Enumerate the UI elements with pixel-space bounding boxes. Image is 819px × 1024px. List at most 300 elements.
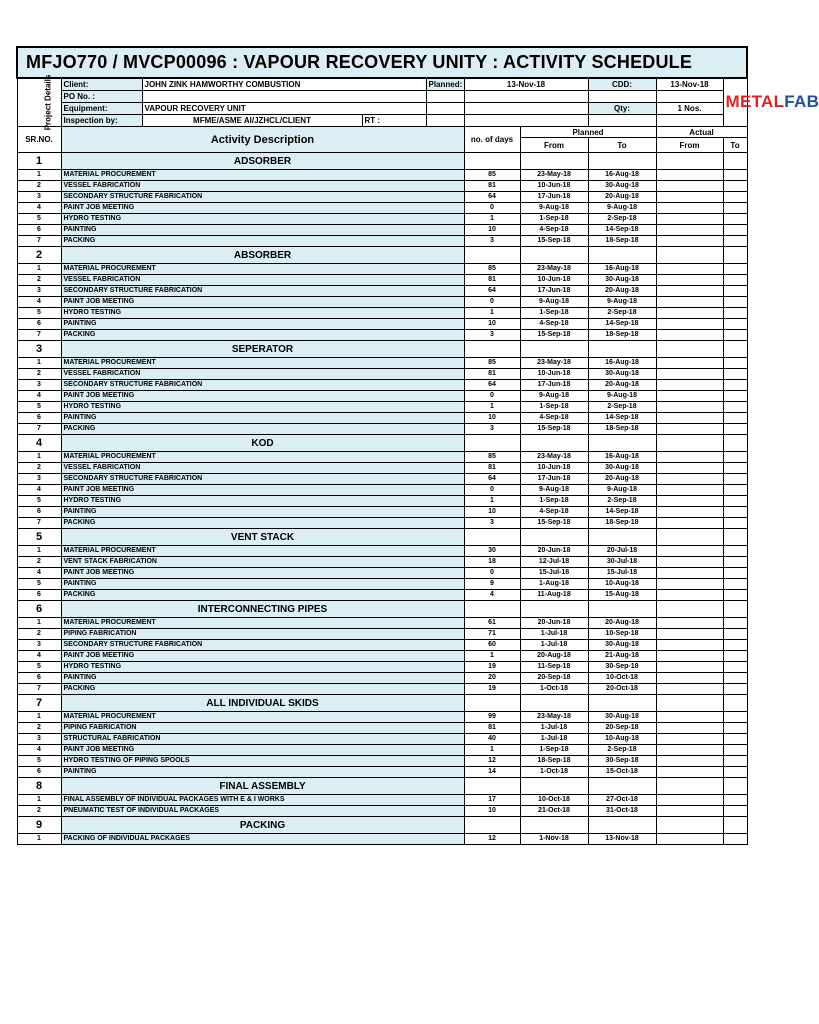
planned-to-date: 14-Sep-18: [588, 507, 656, 518]
actual-to-date: [723, 806, 747, 817]
planned-from-date: 4-Sep-18: [520, 319, 588, 330]
actual-from-date: [656, 734, 723, 745]
activity-number: 1: [17, 452, 61, 463]
actual-to-date: [723, 651, 747, 662]
activity-number: 4: [17, 568, 61, 579]
table-row: [17, 275, 747, 286]
actual-to-date: [723, 181, 747, 192]
actual-to-date: [723, 557, 747, 568]
actual-to-date: [723, 275, 747, 286]
actual-from-date: [656, 380, 723, 391]
activity-description: PAINT JOB MEETING: [61, 485, 464, 496]
actual-to-date: [723, 319, 747, 330]
planned-to-date: 20-Oct-18: [588, 684, 656, 695]
activity-days: 19: [464, 662, 520, 673]
table-row: [17, 640, 747, 651]
planned-to-date: 20-Aug-18: [588, 286, 656, 297]
activity-number: 1: [17, 712, 61, 723]
activity-days: 17: [464, 795, 520, 806]
activity-number: 2: [17, 463, 61, 474]
activity-days: 1: [464, 496, 520, 507]
planned-to-date: 10-Aug-18: [588, 579, 656, 590]
table-row: [17, 618, 747, 629]
planned-to-date: 15-Oct-18: [588, 767, 656, 778]
activity-description: PAINTING: [61, 673, 464, 684]
activity-description: FINAL ASSEMBLY OF INDIVIDUAL PACKAGES WITH E & I WORKS: [61, 795, 464, 806]
activity-number: 4: [17, 485, 61, 496]
actual-from-date: [656, 723, 723, 734]
actual-to-date: [723, 673, 747, 684]
section-title: ABSORBER: [61, 247, 464, 264]
actual-to-date: [723, 629, 747, 640]
section-row: [17, 153, 747, 170]
actual-from-date: [656, 170, 723, 181]
table-row: [17, 767, 747, 778]
activity-number: 5: [17, 756, 61, 767]
actual-from-date: [656, 651, 723, 662]
planned-to-date: 16-Aug-18: [588, 358, 656, 369]
planned-from-date: 1-Oct-18: [520, 767, 588, 778]
planned-from-date: 10-Oct-18: [520, 795, 588, 806]
activity-number: 7: [17, 330, 61, 341]
table-row: [17, 297, 747, 308]
inspection-label: Inspection by:: [61, 115, 142, 127]
activity-number: 7: [17, 684, 61, 695]
table-row: [17, 662, 747, 673]
actual-from-date: [656, 673, 723, 684]
metalfab-logo: METALFAB: [723, 78, 747, 127]
actual-to-date: [723, 358, 747, 369]
actual-to-date: [723, 684, 747, 695]
activity-days: 3: [464, 236, 520, 247]
header-actual-from: From: [656, 138, 723, 153]
planned-from-date: 23-May-18: [520, 452, 588, 463]
activity-description: MATERIAL PROCUREMENT: [61, 264, 464, 275]
planned-from-date: 4-Sep-18: [520, 507, 588, 518]
table-row: [17, 795, 747, 806]
planned-to-date: 10-Aug-18: [588, 734, 656, 745]
activity-days: 1: [464, 402, 520, 413]
activity-days: 0: [464, 568, 520, 579]
table-row: [17, 170, 747, 181]
planned-from-date: 15-Sep-18: [520, 424, 588, 435]
planned-to-date: 2-Sep-18: [588, 402, 656, 413]
table-row: [17, 684, 747, 695]
activity-description: PACKING: [61, 518, 464, 529]
activity-description: VESSEL FABRICATION: [61, 369, 464, 380]
activity-days: 0: [464, 203, 520, 214]
table-row: [17, 712, 747, 723]
equipment-value: VAPOUR RECOVERY UNIT: [142, 103, 426, 115]
table-row: [17, 557, 747, 568]
actual-from-date: [656, 756, 723, 767]
actual-from-date: [656, 662, 723, 673]
section-number: 6: [17, 601, 61, 618]
actual-from-date: [656, 203, 723, 214]
activity-days: 40: [464, 734, 520, 745]
activity-number: 7: [17, 236, 61, 247]
section-title: FINAL ASSEMBLY: [61, 778, 464, 795]
planned-to-date: 20-Aug-18: [588, 618, 656, 629]
activity-description: PAINTING: [61, 767, 464, 778]
actual-from-date: [656, 579, 723, 590]
planned-from-date: 15-Jul-18: [520, 568, 588, 579]
planned-from-date: 1-Sep-18: [520, 402, 588, 413]
activity-days: 61: [464, 618, 520, 629]
cdd-value: 13-Nov-18: [656, 78, 723, 91]
activity-description: HYDRO TESTING: [61, 308, 464, 319]
actual-to-date: [723, 590, 747, 601]
actual-to-date: [723, 391, 747, 402]
planned-to-date: 15-Aug-18: [588, 590, 656, 601]
activity-number: 3: [17, 192, 61, 203]
section-title: INTERCONNECTING PIPES: [61, 601, 464, 618]
section-title: PACKING: [61, 817, 464, 834]
table-row: [17, 236, 747, 247]
planned-to-date: 18-Sep-18: [588, 330, 656, 341]
activity-number: 1: [17, 358, 61, 369]
table-row: [17, 452, 747, 463]
activity-number: 1: [17, 170, 61, 181]
table-row: [17, 203, 747, 214]
actual-from-date: [656, 308, 723, 319]
planned-to-date: 2-Sep-18: [588, 496, 656, 507]
actual-to-date: [723, 568, 747, 579]
planned-to-date: 21-Aug-18: [588, 651, 656, 662]
table-row: [17, 756, 747, 767]
actual-from-date: [656, 485, 723, 496]
activity-days: 12: [464, 834, 520, 845]
planned-from-date: 17-Jun-18: [520, 286, 588, 297]
activity-description: SECONDARY STRUCTURE FABRICATION: [61, 192, 464, 203]
activity-number: 3: [17, 286, 61, 297]
activity-description: PAINT JOB MEETING: [61, 568, 464, 579]
header-planned-from: From: [520, 138, 588, 153]
activity-days: 0: [464, 485, 520, 496]
actual-from-date: [656, 557, 723, 568]
planned-from-date: 4-Sep-18: [520, 413, 588, 424]
planned-to-date: 15-Jul-18: [588, 568, 656, 579]
table-row: [17, 413, 747, 424]
activity-description: PACKING: [61, 590, 464, 601]
actual-to-date: [723, 496, 747, 507]
activity-days: 64: [464, 380, 520, 391]
actual-from-date: [656, 452, 723, 463]
actual-from-date: [656, 297, 723, 308]
header-planned: Planned: [520, 127, 656, 138]
actual-from-date: [656, 834, 723, 845]
table-row: [17, 629, 747, 640]
activity-days: 3: [464, 330, 520, 341]
planned-to-date: 10-Oct-18: [588, 673, 656, 684]
actual-to-date: [723, 485, 747, 496]
activity-number: 5: [17, 579, 61, 590]
planned-from-date: 11-Sep-18: [520, 662, 588, 673]
activity-description: PAINTING: [61, 413, 464, 424]
actual-from-date: [656, 181, 723, 192]
actual-from-date: [656, 518, 723, 529]
activity-days: 85: [464, 264, 520, 275]
actual-from-date: [656, 286, 723, 297]
activity-days: 64: [464, 474, 520, 485]
activity-number: 5: [17, 662, 61, 673]
activity-description: PACKING: [61, 424, 464, 435]
activity-number: 2: [17, 629, 61, 640]
activity-days: 81: [464, 369, 520, 380]
activity-number: 6: [17, 590, 61, 601]
activity-number: 1: [17, 834, 61, 845]
actual-to-date: [723, 734, 747, 745]
actual-to-date: [723, 712, 747, 723]
activity-number: 3: [17, 474, 61, 485]
activity-days: 10: [464, 319, 520, 330]
section-title: ADSORBER: [61, 153, 464, 170]
section-number: 2: [17, 247, 61, 264]
section-row: [17, 778, 747, 795]
planned-to-date: 18-Sep-18: [588, 236, 656, 247]
schedule-table: [16, 46, 819, 845]
activity-days: 81: [464, 275, 520, 286]
planned-from-date: 11-Aug-18: [520, 590, 588, 601]
actual-to-date: [723, 640, 747, 651]
activity-description: PACKING: [61, 330, 464, 341]
actual-from-date: [656, 236, 723, 247]
planned-from-date: 17-Jun-18: [520, 474, 588, 485]
planned-to-date: 14-Sep-18: [588, 413, 656, 424]
actual-to-date: [723, 214, 747, 225]
table-row: [17, 568, 747, 579]
actual-from-date: [656, 618, 723, 629]
table-row: [17, 579, 747, 590]
activity-days: 60: [464, 640, 520, 651]
activity-number: 4: [17, 745, 61, 756]
activity-number: 3: [17, 734, 61, 745]
actual-to-date: [723, 236, 747, 247]
activity-days: 99: [464, 712, 520, 723]
actual-to-date: [723, 795, 747, 806]
planned-from-date: 20-Jun-18: [520, 546, 588, 557]
actual-to-date: [723, 745, 747, 756]
planned-from-date: 21-Oct-18: [520, 806, 588, 817]
section-title: VENT STACK: [61, 529, 464, 546]
activity-schedule-sheet: [16, 46, 819, 845]
table-row: [17, 745, 747, 756]
activity-description: STRUCTURAL FABRICATION: [61, 734, 464, 745]
activity-description: PACKING: [61, 236, 464, 247]
planned-from-date: 1-Jul-18: [520, 640, 588, 651]
activity-description: PNEUMATIC TEST OF INDIVIDUAL PACKAGES: [61, 806, 464, 817]
planned-to-date: 9-Aug-18: [588, 485, 656, 496]
actual-from-date: [656, 463, 723, 474]
actual-from-date: [656, 546, 723, 557]
activity-description: HYDRO TESTING: [61, 662, 464, 673]
document-title: MFJO770 / MVCP00096 : VAPOUR RECOVERY UNITY : ACTIVITY SCHEDULE: [17, 47, 747, 78]
table-row: [17, 181, 747, 192]
actual-from-date: [656, 192, 723, 203]
actual-to-date: [723, 546, 747, 557]
actual-to-date: [723, 402, 747, 413]
actual-to-date: [723, 474, 747, 485]
actual-to-date: [723, 662, 747, 673]
planned-from-date: 18-Sep-18: [520, 756, 588, 767]
activity-days: 10: [464, 225, 520, 236]
section-number: 3: [17, 341, 61, 358]
actual-from-date: [656, 712, 723, 723]
actual-to-date: [723, 518, 747, 529]
actual-from-date: [656, 474, 723, 485]
po-value: [142, 91, 426, 103]
activity-description: VENT STACK FABRICATION: [61, 557, 464, 568]
activity-days: 85: [464, 358, 520, 369]
activity-number: 3: [17, 380, 61, 391]
table-row: [17, 264, 747, 275]
planned-to-date: 30-Sep-18: [588, 756, 656, 767]
activity-description: PAINTING: [61, 225, 464, 236]
actual-to-date: [723, 308, 747, 319]
po-label: PO No. :: [61, 91, 142, 103]
activity-days: 81: [464, 463, 520, 474]
cdd-label: CDD:: [588, 78, 656, 91]
activity-number: 7: [17, 518, 61, 529]
section-title: ALL INDIVIDUAL SKIDS: [61, 695, 464, 712]
section-number: 5: [17, 529, 61, 546]
planned-to-date: 10-Sep-18: [588, 629, 656, 640]
activity-number: 4: [17, 391, 61, 402]
planned-to-date: 16-Aug-18: [588, 452, 656, 463]
activity-days: 3: [464, 518, 520, 529]
planned-from-date: 9-Aug-18: [520, 203, 588, 214]
section-row: [17, 341, 747, 358]
table-row: [17, 192, 747, 203]
actual-to-date: [723, 463, 747, 474]
table-row: [17, 485, 747, 496]
activity-days: 1: [464, 745, 520, 756]
activity-number: 2: [17, 806, 61, 817]
actual-from-date: [656, 590, 723, 601]
table-row: [17, 723, 747, 734]
table-row: [17, 474, 747, 485]
section-title: KOD: [61, 435, 464, 452]
actual-from-date: [656, 358, 723, 369]
activity-description: SECONDARY STRUCTURE FABRICATION: [61, 640, 464, 651]
activity-days: 81: [464, 181, 520, 192]
table-row: [17, 402, 747, 413]
activity-description: MATERIAL PROCUREMENT: [61, 358, 464, 369]
planned-to-date: 30-Aug-18: [588, 369, 656, 380]
planned-to-date: 14-Sep-18: [588, 225, 656, 236]
section-title: SEPERATOR: [61, 341, 464, 358]
actual-to-date: [723, 618, 747, 629]
planned-to-date: 31-Oct-18: [588, 806, 656, 817]
actual-from-date: [656, 629, 723, 640]
section-number: 7: [17, 695, 61, 712]
activity-description: SECONDARY STRUCTURE FABRICATION: [61, 380, 464, 391]
activity-description: MATERIAL PROCUREMENT: [61, 712, 464, 723]
actual-from-date: [656, 413, 723, 424]
section-number: 8: [17, 778, 61, 795]
table-row: [17, 358, 747, 369]
planned-to-date: 30-Aug-18: [588, 463, 656, 474]
activity-days: 64: [464, 286, 520, 297]
actual-from-date: [656, 684, 723, 695]
header-no-of-days: no. of days: [464, 127, 520, 153]
activity-days: 10: [464, 413, 520, 424]
section-row: [17, 601, 747, 618]
activity-number: 5: [17, 402, 61, 413]
table-row: [17, 507, 747, 518]
planned-from-date: 1-Jul-18: [520, 723, 588, 734]
activity-description: PAINTING: [61, 579, 464, 590]
planned-to-date: 14-Sep-18: [588, 319, 656, 330]
table-row: [17, 590, 747, 601]
actual-to-date: [723, 369, 747, 380]
activity-description: MATERIAL PROCUREMENT: [61, 452, 464, 463]
table-row: [17, 214, 747, 225]
actual-from-date: [656, 745, 723, 756]
table-row: [17, 496, 747, 507]
planned-from-date: 12-Jul-18: [520, 557, 588, 568]
actual-to-date: [723, 767, 747, 778]
activity-days: 20: [464, 673, 520, 684]
planned-from-date: 17-Jun-18: [520, 192, 588, 203]
planned-to-date: 30-Aug-18: [588, 640, 656, 651]
header-actual-to: To: [723, 138, 747, 153]
planned-from-date: 9-Aug-18: [520, 485, 588, 496]
activity-number: 5: [17, 496, 61, 507]
actual-from-date: [656, 568, 723, 579]
activity-description: PIPING FABRICATION: [61, 629, 464, 640]
section-number: 1: [17, 153, 61, 170]
section-number: 4: [17, 435, 61, 452]
actual-to-date: [723, 756, 747, 767]
planned-to-date: 30-Aug-18: [588, 181, 656, 192]
table-row: [17, 651, 747, 662]
actual-to-date: [723, 380, 747, 391]
actual-from-date: [656, 225, 723, 236]
table-row: [17, 319, 747, 330]
section-row: [17, 817, 747, 834]
activity-number: 6: [17, 673, 61, 684]
activity-number: 6: [17, 413, 61, 424]
activity-number: 6: [17, 507, 61, 518]
activity-description: PAINTING: [61, 319, 464, 330]
activity-description: VESSEL FABRICATION: [61, 181, 464, 192]
activity-days: 0: [464, 391, 520, 402]
section-row: [17, 435, 747, 452]
activity-description: HYDRO TESTING: [61, 214, 464, 225]
activity-number: 4: [17, 651, 61, 662]
planned-from-date: 1-Sep-18: [520, 745, 588, 756]
activity-description: PAINT JOB MEETING: [61, 745, 464, 756]
table-row: [17, 463, 747, 474]
planned-label: Planned:: [426, 78, 464, 91]
activity-description: SECONDARY STRUCTURE FABRICATION: [61, 286, 464, 297]
planned-to-date: 30-Jul-18: [588, 557, 656, 568]
activity-description: SECONDARY STRUCTURE FABRICATION: [61, 474, 464, 485]
planned-from-date: 23-May-18: [520, 264, 588, 275]
activity-days: 71: [464, 629, 520, 640]
planned-from-date: 1-Oct-18: [520, 684, 588, 695]
planned-from-date: 15-Sep-18: [520, 236, 588, 247]
actual-from-date: [656, 767, 723, 778]
planned-to-date: 27-Oct-18: [588, 795, 656, 806]
planned-to-date: 13-Nov-18: [588, 834, 656, 845]
table-row: [17, 369, 747, 380]
actual-to-date: [723, 579, 747, 590]
planned-to-date: 2-Sep-18: [588, 745, 656, 756]
activity-description: PAINT JOB MEETING: [61, 391, 464, 402]
planned-to-date: 20-Aug-18: [588, 380, 656, 391]
